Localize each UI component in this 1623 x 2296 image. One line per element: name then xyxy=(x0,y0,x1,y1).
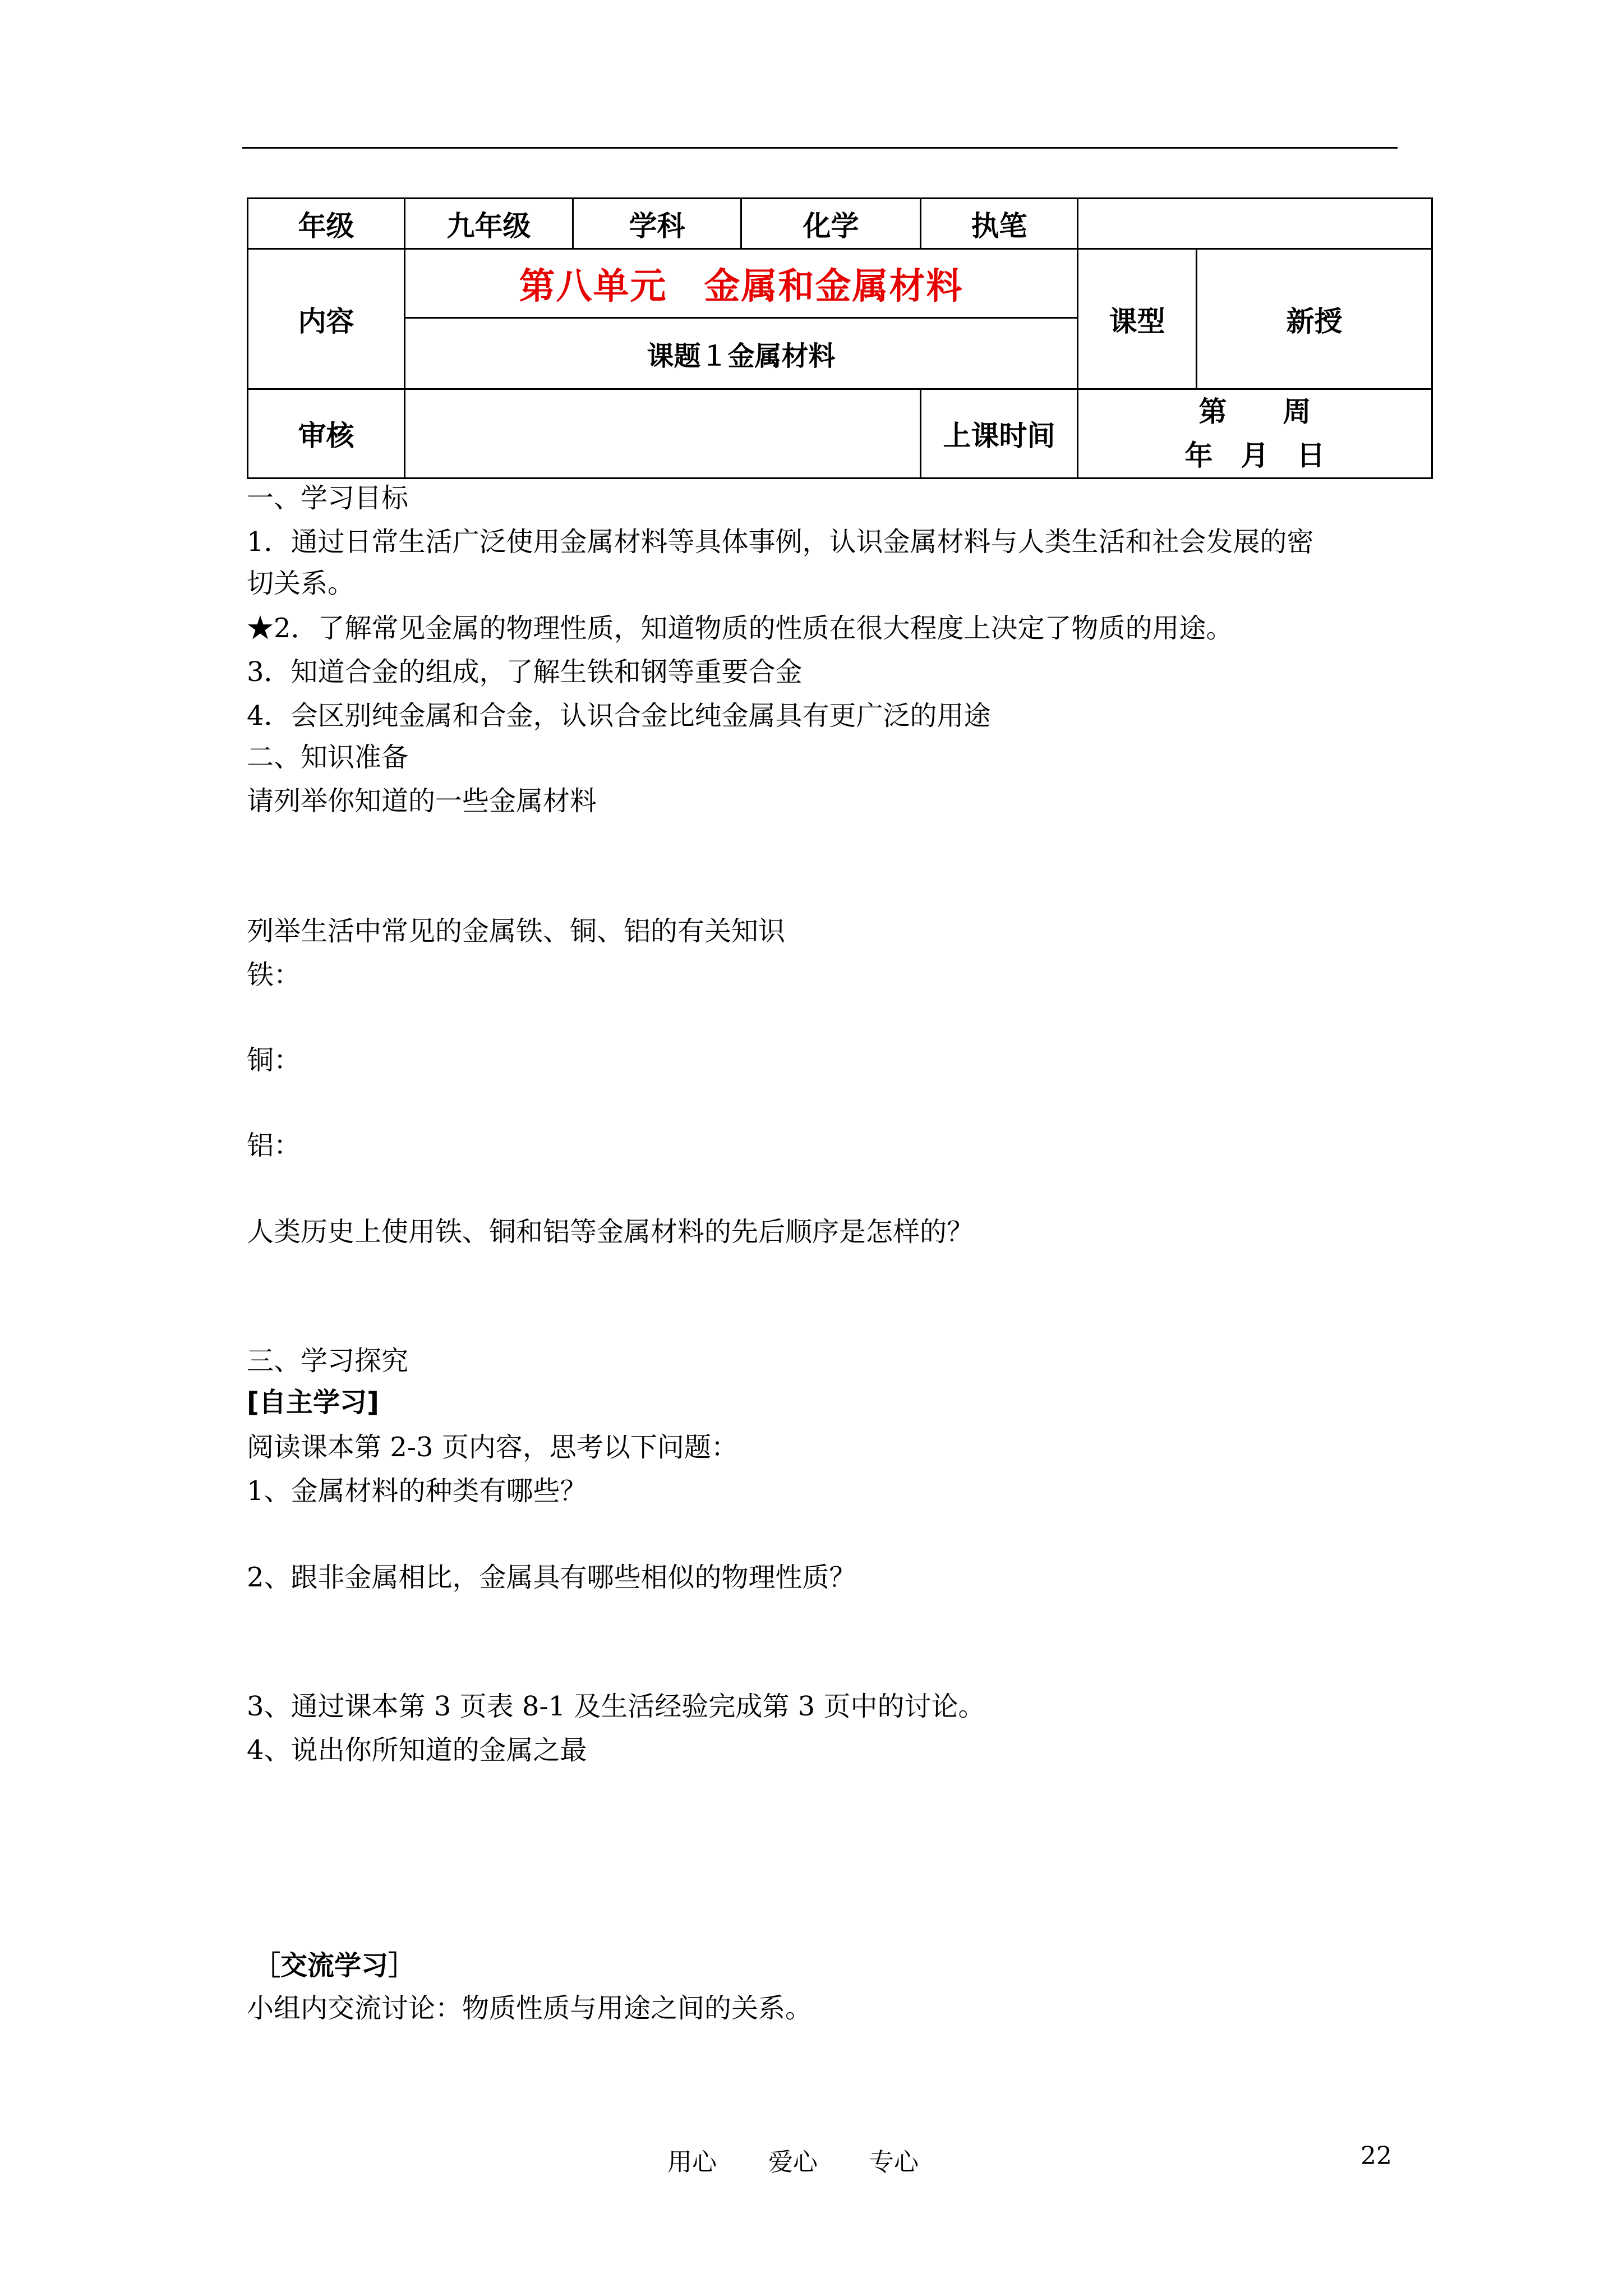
type-label: 课型 xyxy=(1078,249,1197,389)
copper-label: 铜： xyxy=(247,1045,301,1076)
section3-heading: 三、学习探究 xyxy=(247,1345,409,1377)
question-2: 2、跟非金属相比，金属具有哪些相似的物理性质？ xyxy=(247,1562,856,1593)
iron-label: 铁： xyxy=(247,959,301,991)
question-3: 3、通过课本第 3 页表 8-1 及生活经验完成第 3 页中的讨论。 xyxy=(247,1691,985,1722)
discussion-text: 小组内交流讨论：物质性质与用途之间的关系。 xyxy=(247,1993,813,2024)
question-1: 1、金属材料的种类有哪些？ xyxy=(247,1475,587,1507)
section1-heading: 一、学习目标 xyxy=(247,482,409,514)
grade-label: 年级 xyxy=(248,199,405,249)
grade-value: 九年级 xyxy=(405,199,573,249)
footer-motto-2: 爱心 xyxy=(768,2148,818,2177)
time-value xyxy=(1078,389,1432,478)
goal3: 3．知道合金的组成，了解生铁和钢等重要合金 xyxy=(247,656,803,688)
goal1-line1: 1．通过日常生活广泛使用金属材料等具体事例，认识金属材料与人类生活和社会发展的密 xyxy=(247,526,1314,558)
history-question: 人类历史上使用铁、铜和铝等金属材料的先后顺序是怎样的？ xyxy=(247,1216,974,1248)
footer-motto-3: 专心 xyxy=(869,2148,919,2177)
lesson-info-table xyxy=(247,197,1433,479)
goal2: ★2．了解常见金属的物理性质，知道物质的性质在很大程度上决定了物质的用途。 xyxy=(247,613,1233,644)
self-study-heading: [自主学习] xyxy=(247,1387,379,1418)
subject-label: 学科 xyxy=(573,199,741,249)
lesson-title: 课题１金属材料 xyxy=(647,340,836,372)
section2-heading: 二、知识准备 xyxy=(247,742,409,773)
prep-question-1: 请列举你知道的一些金属材料 xyxy=(247,785,597,817)
subject-value: 化学 xyxy=(741,199,921,249)
goal1-line2: 切关系。 xyxy=(247,568,355,599)
author-value xyxy=(1078,199,1432,249)
author-label: 执笔 xyxy=(921,199,1078,249)
time-week: 第 周 xyxy=(1198,395,1311,428)
review-label: 审核 xyxy=(248,389,405,478)
read-instruction: 阅读课本第 2-3 页内容，思考以下问题： xyxy=(247,1432,738,1463)
review-value xyxy=(405,389,921,478)
unit-title: 第八单元 金属和金属材料 xyxy=(519,266,963,307)
time-date: 年 月 日 xyxy=(1184,439,1325,472)
exchange-heading: ［交流学习］ xyxy=(253,1950,416,1981)
footer-motto-1: 用心 xyxy=(667,2148,717,2177)
question-4: 4、说出你所知道的金属之最 xyxy=(247,1734,587,1766)
header-rule xyxy=(242,147,1398,149)
content-label: 内容 xyxy=(248,249,405,389)
content-cell xyxy=(405,249,1078,389)
prep-question-2: 列举生活中常见的金属铁、铜、铝的有关知识 xyxy=(247,915,786,947)
goal4: 4．会区别纯金属和合金，认识合金比纯金属具有更广泛的用途 xyxy=(247,700,991,731)
type-value: 新授 xyxy=(1197,249,1432,389)
aluminum-label: 铝： xyxy=(247,1130,301,1161)
page-number: 22 xyxy=(1361,2142,1392,2170)
time-label: 上课时间 xyxy=(921,389,1078,478)
